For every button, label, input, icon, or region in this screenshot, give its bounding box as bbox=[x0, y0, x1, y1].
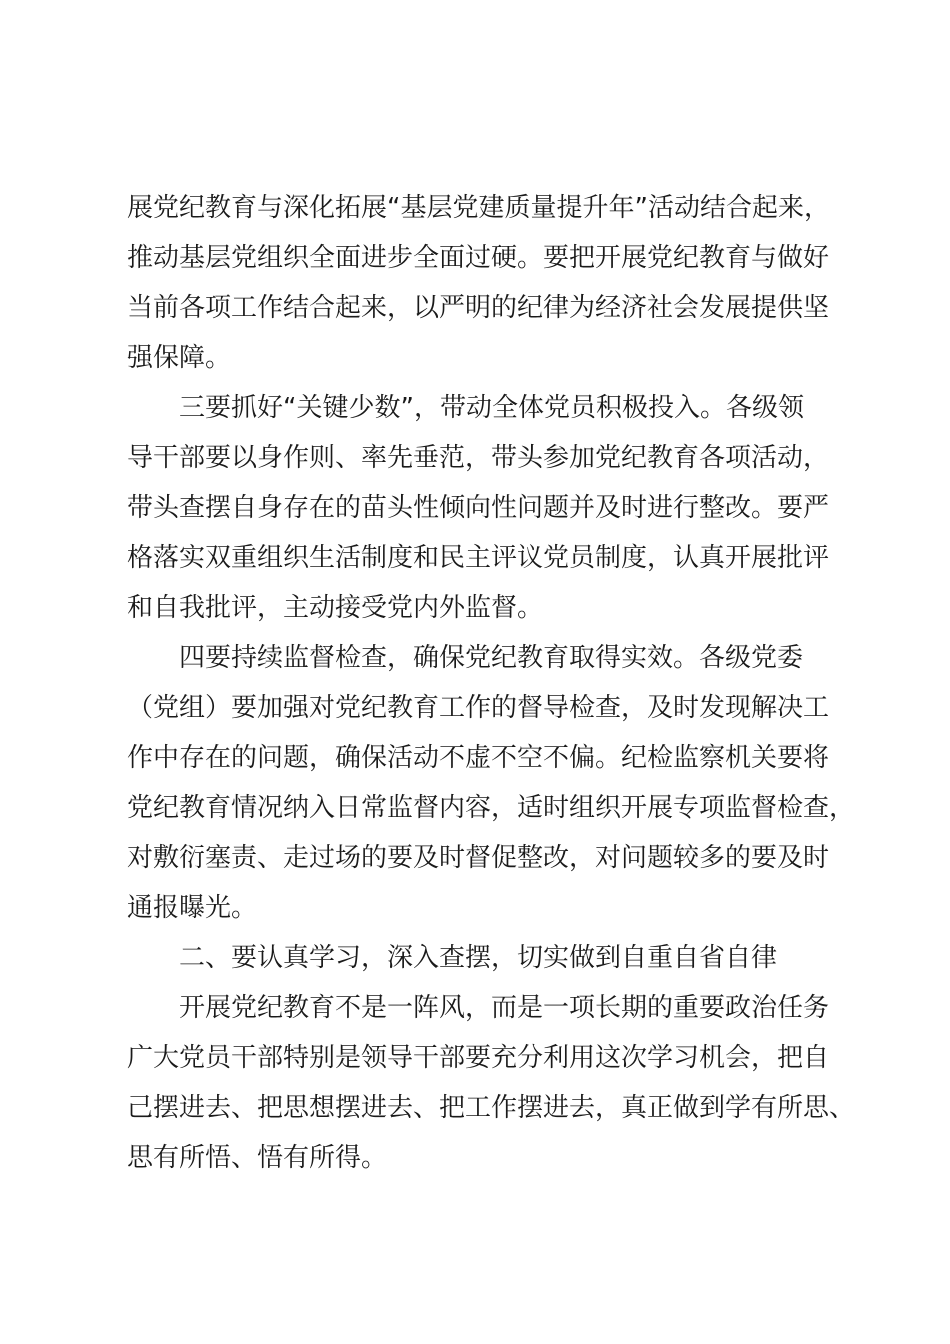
text-line: 党纪教育情况纳入日常监督内容，适时组织开展专项监督检查， bbox=[127, 793, 856, 823]
text-line: 对敷衍塞责、走过场的要及时督促整改，对问题较多的要及时 bbox=[127, 843, 830, 873]
text-line: 格落实双重组织生活制度和民主评议党员制度，认真开展批评 bbox=[127, 543, 830, 573]
text-line: 和自我批评，主动接受党内外监督。 bbox=[127, 593, 544, 623]
text-line: 带头查摆自身存在的苗头性倾向性问题并及时进行整改。要严 bbox=[127, 493, 830, 523]
paragraph-first-line: 开展党纪教育不是一阵风，而是一项长期的重要政治任务 bbox=[179, 993, 830, 1023]
document-body bbox=[127, 183, 867, 1183]
paragraph-first-line: 三要抓好“关键少数”，带动全体党员积极投入。各级领 bbox=[179, 393, 804, 423]
text-line: 作中存在的问题，确保活动不虚不空不偏。纪检监察机关要将 bbox=[127, 743, 830, 773]
text-line: 展党纪教育与深化拓展“基层党建质量提升年”活动结合起来， bbox=[127, 193, 830, 223]
text-line: 己摆进去、把思想摆进去、把工作摆进去，真正做到学有所思、 bbox=[127, 1093, 856, 1123]
text-line: 导干部要以身作则、率先垂范，带头参加党纪教育各项活动， bbox=[127, 443, 830, 473]
text-line: 通报曝光。 bbox=[127, 893, 258, 923]
text-line: 思有所悟、悟有所得。 bbox=[127, 1143, 388, 1173]
paragraph-first-line: 四要持续监督检查，确保党纪教育取得实效。各级党委 bbox=[179, 643, 804, 673]
text-line: （党组）要加强对党纪教育工作的督导检查，及时发现解决工 bbox=[127, 693, 830, 723]
text-line: 强保障。 bbox=[127, 343, 232, 373]
section-heading: 二、要认真学习，深入查摆，切实做到自重自省自律 bbox=[179, 943, 778, 973]
text-line: 推动基层党组织全面进步全面过硬。要把开展党纪教育与做好 bbox=[127, 243, 830, 273]
text-line: 广大党员干部特别是领导干部要充分利用这次学习机会，把自 bbox=[127, 1043, 830, 1073]
text-line: 当前各项工作结合起来，以严明的纪律为经济社会发展提供坚 bbox=[127, 293, 830, 323]
